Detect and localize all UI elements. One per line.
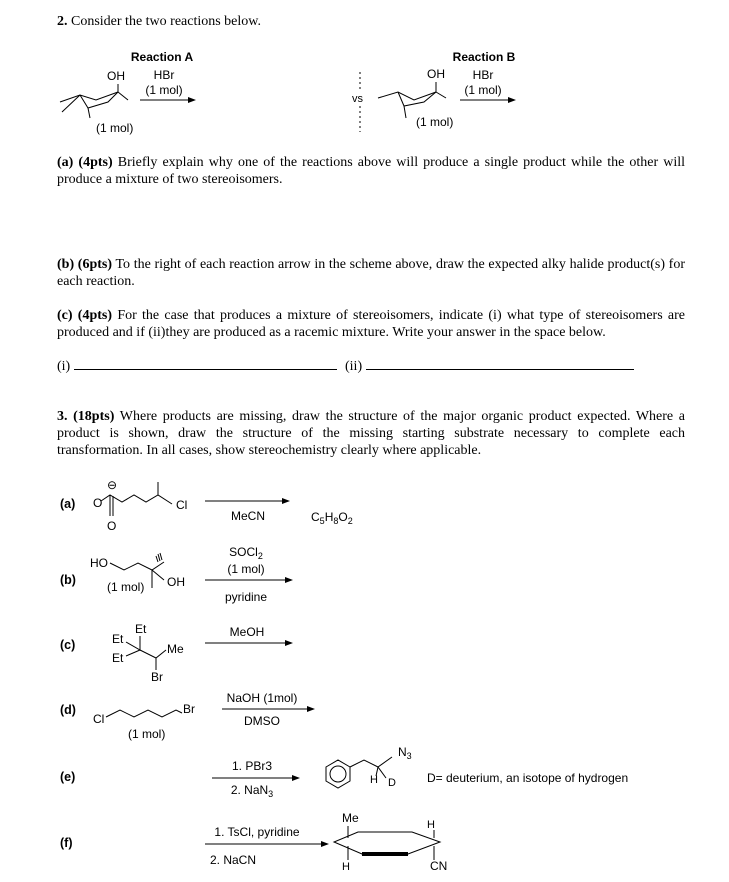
q3-e-deuterium: D bbox=[388, 777, 396, 789]
q3-f-cyano: CN bbox=[430, 859, 448, 873]
q3-f-step-2: 2. NaCN bbox=[210, 853, 257, 867]
q3-b-arrowhead bbox=[285, 577, 293, 583]
q2-title-text: Consider the two reactions below. bbox=[71, 14, 261, 29]
q3-e-label: (e) bbox=[60, 770, 76, 784]
q2-part-c-text: For the case that produces a mixture of stereoisomers, indicate (i) what type of stereoisomers are produced and if (ii)they are produced as a racemic mixture. Write your answer in the space below. bbox=[57, 308, 685, 340]
blank-i-field[interactable] bbox=[74, 357, 337, 370]
q3-d-label: (d) bbox=[60, 703, 76, 717]
q2-part-a bbox=[57, 154, 685, 188]
q3-a-oxygen-2: O bbox=[107, 519, 117, 533]
q3-b-amount: (1 mol) bbox=[107, 580, 145, 594]
q3-d-arrowhead bbox=[307, 706, 315, 712]
reaction-b-arrowhead bbox=[508, 97, 516, 103]
q3-b-reagent-2: pyridine bbox=[224, 590, 268, 604]
blank-ii-label: (ii) bbox=[345, 359, 363, 374]
q3-c-ethyl-3: Et bbox=[112, 651, 124, 665]
q3-e-hydrogen: H bbox=[370, 774, 378, 786]
q3-a-reagent: MeCN bbox=[230, 509, 266, 523]
q2-answer-line-ii bbox=[345, 357, 634, 375]
q3-d-bromine: Br bbox=[183, 702, 195, 716]
q3-f-step-1: 1. TsCl, pyridine bbox=[214, 825, 300, 839]
q2-part-b-text: To the right of each reaction arrow in the scheme above, draw the expected alky halide product(s) for each reaction. bbox=[57, 257, 686, 289]
q3-e-arrowhead bbox=[292, 775, 300, 781]
reaction-b-substrate bbox=[378, 82, 446, 118]
q3-f-arrowhead bbox=[321, 841, 329, 847]
q3-c-methyl: Me bbox=[167, 642, 184, 656]
q2-part-b bbox=[57, 256, 685, 290]
q3-text: Where products are missing, draw the structure of the major organic product expected. Where a product is shown, draw the structure of the missing starting substrate necessary to complete each transformation. In all cases, show stereochemistry clearly where applicable. bbox=[57, 409, 685, 458]
q3-reaction-scheme bbox=[0, 470, 729, 882]
reaction-b-substrate-amount: (1 mol) bbox=[416, 115, 454, 129]
q3-a-substrate bbox=[93, 478, 187, 533]
q3-d-reagent-1: NaOH (1mol) bbox=[226, 691, 298, 705]
q3-c-substrate bbox=[112, 622, 184, 684]
q3-c-reagent: MeOH bbox=[229, 625, 265, 639]
q3-e-step-1: 1. PBr3 bbox=[231, 759, 273, 773]
q2-part-c-label: (c) (4pts) bbox=[57, 308, 113, 323]
q3-f-hydrogen-bottom: H bbox=[342, 861, 350, 873]
reaction-a-substrate bbox=[60, 84, 128, 118]
q2-answer-line-i bbox=[57, 357, 337, 375]
vs-text: vs bbox=[352, 93, 363, 105]
q3-d-chlorine: Cl bbox=[93, 712, 105, 726]
q3-b-oh: OH bbox=[167, 575, 185, 589]
q3-a-product-formula: $C_5H_8O_2$ bbox=[311, 510, 353, 526]
q3-a-chlorine: Cl bbox=[176, 498, 188, 512]
q2-part-a-label: (a) (4pts) bbox=[57, 155, 113, 170]
q3-instructions bbox=[57, 408, 685, 459]
q2-reaction-scheme bbox=[0, 40, 729, 140]
q3-c-ethyl-1: Et bbox=[135, 622, 147, 636]
q2-number: 2. bbox=[57, 14, 68, 29]
q3-label: 3. (18pts) bbox=[57, 409, 115, 424]
reaction-a-substrate-amount: (1 mol) bbox=[96, 121, 134, 135]
q3-d-reagent-2: DMSO bbox=[244, 714, 280, 728]
reaction-b-reagent: HBr bbox=[472, 68, 494, 82]
q3-c-bromine: Br bbox=[151, 670, 163, 684]
q3-e-step-2: 2. NaN$_3$ bbox=[230, 783, 274, 799]
q3-f-product bbox=[334, 811, 447, 873]
q3-e-product bbox=[326, 745, 412, 789]
reaction-a-label: Reaction A bbox=[130, 50, 194, 64]
q3-a-charge: ⊖ bbox=[107, 478, 118, 492]
q3-b-reagent-1: SOCl$_2$ bbox=[229, 545, 263, 561]
q3-f-methyl: Me bbox=[342, 811, 359, 825]
q3-a-arrowhead bbox=[282, 498, 290, 504]
q2-part-b-label: (b) (6pts) bbox=[57, 257, 113, 272]
q2-part-c bbox=[57, 307, 685, 341]
q3-c-ethyl-2: Et bbox=[112, 632, 124, 646]
q3-f-label: (f) bbox=[60, 836, 73, 850]
blank-ii-field[interactable] bbox=[366, 357, 634, 370]
q3-a-oxygen-1: O bbox=[93, 496, 103, 510]
reaction-b-reagent-amount: (1 mol) bbox=[464, 83, 502, 97]
q2-part-a-text: Briefly explain why one of the reactions above will produce a single product while the other will produce a mixture of two stereoisomers. bbox=[57, 155, 686, 187]
reaction-a-reagent: HBr bbox=[153, 68, 175, 82]
q3-b-reagent-amount: (1 mol) bbox=[227, 562, 265, 576]
q3-e-azide: $N_3$ bbox=[398, 745, 412, 761]
q3-c-label: (c) bbox=[60, 638, 76, 652]
q3-b-label: (b) bbox=[60, 573, 76, 587]
q3-f-hydrogen-top: H bbox=[427, 819, 435, 831]
q2-title bbox=[57, 14, 261, 30]
reaction-a-reagent-amount: (1 mol) bbox=[145, 83, 183, 97]
reaction-a-arrowhead bbox=[188, 97, 196, 103]
q3-d-substrate bbox=[93, 702, 195, 726]
q3-a-label: (a) bbox=[60, 497, 76, 511]
reaction-b-oh: OH bbox=[427, 67, 445, 81]
reaction-a-oh: OH bbox=[107, 69, 125, 83]
q3-b-ho: HO bbox=[90, 556, 108, 570]
q3-c-arrowhead bbox=[285, 640, 293, 646]
reaction-b-label: Reaction B bbox=[452, 50, 516, 64]
q3-d-amount: (1 mol) bbox=[128, 727, 166, 741]
q3-e-note: D= deuterium, an isotope of hydrogen bbox=[427, 771, 629, 785]
blank-i-label: (i) bbox=[57, 359, 71, 374]
